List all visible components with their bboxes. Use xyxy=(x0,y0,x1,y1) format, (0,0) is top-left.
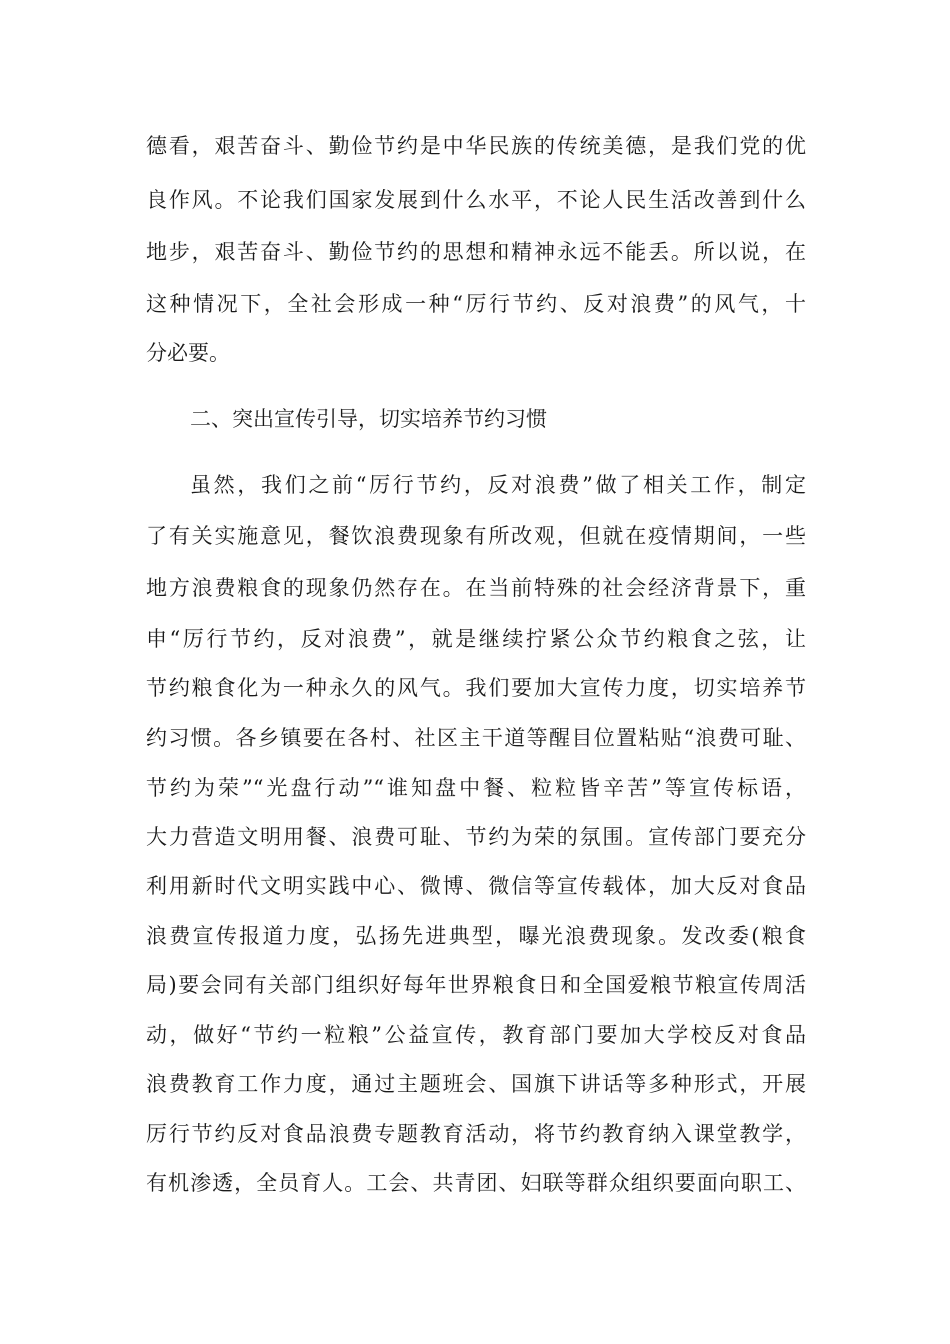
paragraph-2-line-10: 浪费宣传报道力度，弘扬先进典型，曝光浪费现象。发改委(粮食 xyxy=(146,924,806,948)
section-heading: 二、突出宣传引导，切实培养节约习惯 xyxy=(190,407,547,431)
paragraph-2-line-6: 约习惯。各乡镇要在各村、社区主干道等醒目位置粘贴“浪费可耻、 xyxy=(146,726,806,750)
paragraph-1-line-4: 这种情况下，全社会形成一种“厉行节约、反对浪费”的风气，十 xyxy=(146,292,806,316)
paragraph-1-line-2: 良作风。不论我们国家发展到什么水平，不论人民生活改善到什么 xyxy=(146,188,806,212)
paragraph-2-line-7: 节约为荣”“光盘行动”“谁知盘中餐、粒粒皆辛苦”等宣传标语， xyxy=(146,776,806,800)
paragraph-2-line-14: 厉行节约反对食品浪费专题教育活动，将节约教育纳入课堂教学， xyxy=(146,1122,806,1146)
paragraph-2-line-8: 大力营造文明用餐、浪费可耻、节约为荣的氛围。宣传部门要充分 xyxy=(146,825,806,849)
paragraph-1-line-3: 地步，艰苦奋斗、勤俭节约的思想和精神永远不能丢。所以说，在 xyxy=(146,240,806,264)
paragraph-2-line-2: 了有关实施意见，餐饮浪费现象有所改观，但就在疫情期间，一些 xyxy=(146,524,806,548)
paragraph-2-line-3: 地方浪费粮食的现象仍然存在。在当前特殊的社会经济背景下，重 xyxy=(146,576,806,600)
paragraph-2-line-5: 节约粮食化为一种永久的风气。我们要加大宣传力度，切实培养节 xyxy=(146,676,806,700)
paragraph-2-line-1: 虽然，我们之前“厉行节约，反对浪费”做了相关工作，制定 xyxy=(190,473,806,497)
paragraph-2-line-13: 浪费教育工作力度，通过主题班会、国旗下讲话等多种形式，开展 xyxy=(146,1072,806,1096)
paragraph-1-line-5: 分必要。 xyxy=(146,341,230,365)
paragraph-2-line-15: 有机渗透，全员育人。工会、共青团、妇联等群众组织要面向职工、 xyxy=(146,1171,806,1195)
paragraph-2-line-12: 动，做好“节约一粒粮”公益宣传，教育部门要加大学校反对食品 xyxy=(146,1023,806,1047)
paragraph-1-line-1: 德看，艰苦奋斗、勤俭节约是中华民族的传统美德，是我们党的优 xyxy=(146,134,806,158)
paragraph-2-line-9: 利用新时代文明实践中心、微博、微信等宣传载体，加大反对食品 xyxy=(146,874,806,898)
paragraph-2-line-4: 申“厉行节约，反对浪费”，就是继续拧紧公众节约粮食之弦，让 xyxy=(146,627,806,651)
paragraph-2-line-11: 局)要会同有关部门组织好每年世界粮食日和全国爱粮节粮宣传周活 xyxy=(146,973,806,997)
